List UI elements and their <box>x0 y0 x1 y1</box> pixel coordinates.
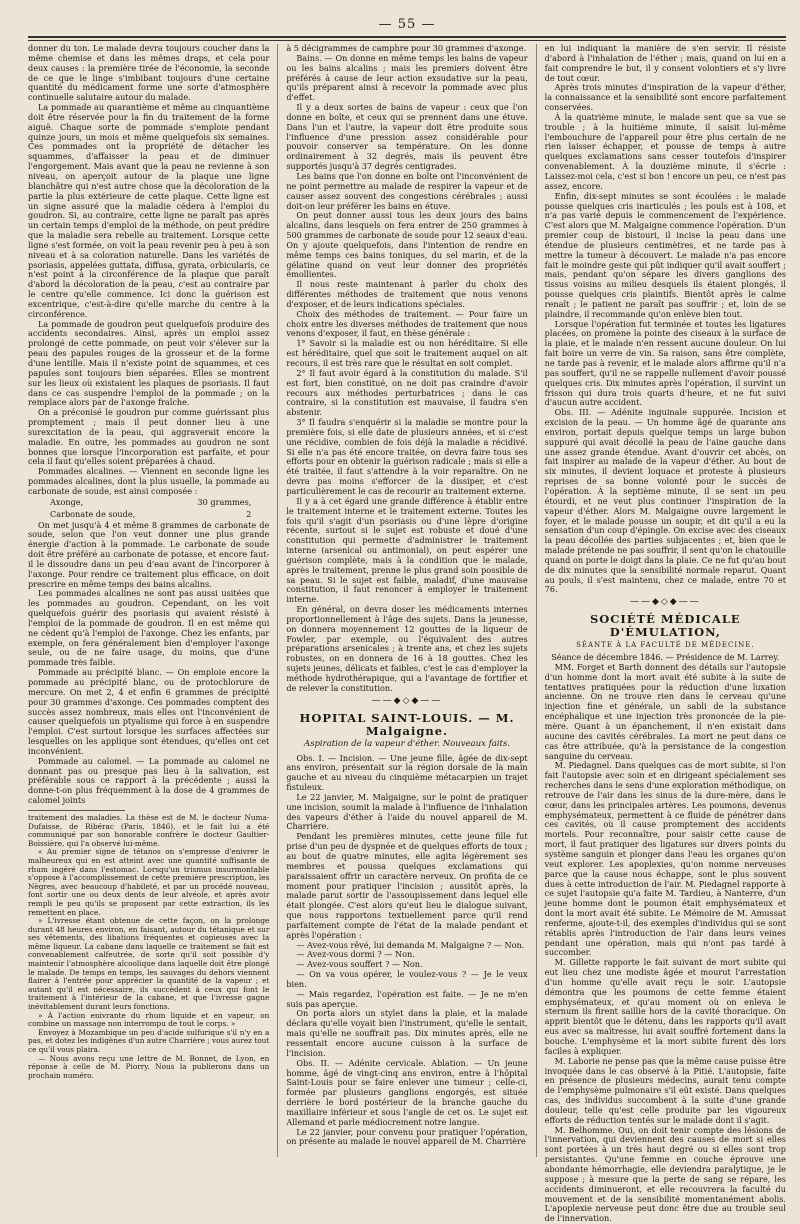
paragraph: Obs. III. — Adénite inguinale suppurée. Incision et excision de la peau. — Un homme âgé de quarante ans environ, portait depuis quelque temps un large bubon suppuré qui avait décollé la peau de l'aine gauche dans une assez grande étendue. Avant d'ouvrir cet abcès, on fait inspirer au malade de la vapeur d'éther. Au bout de six minutes, il devient loquace et proteste à plusieurs reprises de sa bonne volonté pour le succès de l'opération. À la septième minute, il se sent un peu étourdi, et ne veut plus continuer l'inspiration de la vapeur d'éther. Alors M. Malgaigne ouvre largement le foyer, et le malade pousse un soupir, et dit qu'il a eu la sensation d'un coup d'épingle. On excise avec des ciseaux la peau décollée des parties subjacentes ; et, bien que le malade prétende ne pas souffrir, il sent qu'on le chatouille quand on porte le doigt dans la plaie. Ce ne fut qu'au bout de dix minutes que la sensibilité normale reparut. Quant au pouls, il s'est maintenu, chez ce malade, entre 70 et 76. <box>544 407 786 595</box>
column-3 <box>544 43 786 1224</box>
dialogue-line: — Avez-vous souffert ? — Non. <box>296 959 423 970</box>
paragraph: On peut donner aussi tous les deux jours des bains alcalins, dans lesquels on fera entrer de 250 grammes à 500 grammes de carbonate de soude pour 12 seaux d'eau. On y ajoute quelquefois, dans l'intention de rendre en même temps ces bains toniques, du sel marin, et de la gélatine quand on veut leur donner des propriétés émollientes. <box>286 210 528 280</box>
page-header <box>28 10 786 36</box>
seance-line: Séance de décembre 1846. — Présidence de M. Larrey. <box>551 652 780 663</box>
paragraph: Pommade au calomel. — La pommade au calomel ne donnant pas ou presque pas lieu à la salivation, est préférable sous ce rapport à la précédente ; aussi la donne-t-on plus fréquemment à la dose de 4 grammes de calomel joints <box>28 755 270 806</box>
paragraph: donner du ton. Le malade devra toujours coucher dans la même chemise et dans les mêmes draps, et cela pour deux causes : la première tirée de l'économie, la seconde de ce que le linge s'imbibant toujours d'une certaine quantité du médicament forme une sorte d'atmosphère continuelle salutaire autour du malade. <box>28 43 270 103</box>
footnote-rule <box>28 810 125 811</box>
formula-ingredient: Carbonate de soude, <box>50 508 136 519</box>
paragraph: Le 22 janvier, pour convenu pour pratiquer l'opération, on présente au malade le nouvel appareil de M. Charrière <box>286 1126 528 1147</box>
paragraph: Obs. II. — Adénite cervicale. Ablation. — Un jeune homme, âgé de vingt-cinq ans environ, entre à l'hôpital Saint-Louis pour se faire enlever une tumeur ; celle-ci, formée par plusieurs ganglions engorgés, est située derrière le bord postérieur de la branche gauche du maxillaire inférieur et sous l'angle de cet os. Le sujet est Allemand et parle médiocrement notre langue. <box>286 1057 528 1127</box>
paragraph: Il nous reste maintenant à parler du choix des différentes méthodes de traitement que nous venons d'exposer, et de leurs indications spéciales. <box>286 279 528 309</box>
columns <box>28 43 786 1224</box>
paragraph: À la quatrième minute, le malade sent que sa vue se trouble ; à la huitième minute, il saisit lui-même l'embouchure de l'appareil pour être plus certain de ne rien laisser échapper, et pousse de temps à autre quelques exclamations sans cesser toutefois d'inspirer convenablement. À la douzième minute, il s'écrie : Laissez-moi cela, c'est si bon ! encore un peu, ce n'est pas assez, encore. <box>544 111 786 191</box>
paragraph: Pendant les premières minutes, cette jeune fille fut prise d'un peu de dyspnée et de quelques efforts de toux ; au bout de quatre minutes, elle agita légèrement ses membres et poussa quelques exclamations qui paraissaient offrir un caractère nerveux. On profita de ce moment pour pratiquer l'incision ; aussitôt après, la malade parut sortir de l'assoupissement dans lequel elle était plongée. C'est alors qu'eut lieu le dialogue suivant, que nous rapportons textuellement parce qu'il rend parfaitement compte de l'état de la malade pendant et après l'opération : <box>286 831 528 940</box>
page-number: — 55 — <box>378 17 436 32</box>
paragraph: M. Laborie ne pense pas que la même cause puisse être invoquée dans le cas observé à la Pitié. L'autopsie, faite en présence de plusieurs médecins, aurait tenu compte de l'emphysème pulmonaire s'il eût existé. Dans quelques cas, des individus succombent à la suite d'une grande douleur, telle qu'est celle produite par les vigoureux efforts de réduction tentés sur le malade dont il s'agit. <box>544 1055 786 1125</box>
dialogue-line: — Mais regardez, l'opération est faite. — Je ne m'en suis pas aperçue. <box>286 988 528 1009</box>
column-divider <box>277 44 278 1157</box>
footnote: « Au premier signe de tétanos on s'empresse d'enivrer le malheureux qui en est atteint avec une quantité suffisante de rhum ingéré dans l'estomac. Lorsqu'un trismus insurmontable s'oppose à l'accomplissement de cette première prescription, les Nègres, avec beaucoup d'habileté, et par un procédé nouveau, font sortir une ou deux dents de leur alvéole, et après avoir rempli le peu qu'ils se proposent par cette extraction, ils les remettent en place. <box>28 847 270 917</box>
paragraph: En général, on devra doser les médicaments internes proportionnellement à l'âge des sujets. Dans la jeunesse, on donnera moyennement 12 gouttes de la liqueur de Fowler, par exemple, ou l'équivalent des autres préparations arsenicales ; à trente ans, et chez les sujets robustes, on en donnera de 16 à 18 gouttes. Chez les sujets jeunes, délicats et faibles, c'est le cas d'employer la méthode hydrothérapique, qui a l'avantage de fortifier et de relever la constitution. <box>286 604 528 693</box>
paragraph: à 5 décigrammes de camphre pour 30 grammes d'axonge. <box>286 43 527 53</box>
column-1 <box>28 44 269 1157</box>
dialogue-line: — Avez-vous dormi ? — Non. <box>296 949 415 960</box>
footnote: traitement des maladies. La thèse est de M. le docteur Numa-Dufaisse, de Ribérac (Paris, 1846), et le fait lui a été communiqué par son honorable confrère le docteur Gaultier-Boissière, qui l'a observé lui-même. <box>28 812 270 848</box>
paragraph: Il y a deux sortes de bains de vapeur : ceux que l'on donne en boîte, et ceux qui se prennent dans une étuve. Dans l'un et l'autre, la vapeur doit être produite sous l'influence d'une pression assez considérable pour pouvoir conserver sa température. On les donne ordinairement à 32 degrés, mais ils peuvent être supportés jusqu'à 37 degrés centigrades. <box>286 102 528 172</box>
formula-row <box>28 509 269 521</box>
paragraph: Les bains que l'on donne en boîte ont l'inconvénient de ne point permettre au malade de respirer la vapeur et de causer assez souvent des congestions cérébrales ; aussi doit-on leur préférer les bains en étuve. <box>286 170 528 211</box>
column-2 <box>286 44 527 1157</box>
paragraph: On a préconisé le goudron pur comme guérissant plus promptement ; mais il peut donner lieu à une surexcitation de la peau, qui aggraverait encore la maladie. En outre, les pommades au goudron ne sont bonnes que lorsque l'incorporation est parfaite, et pour cela il faut qu'elles soient préparées à chaud. <box>28 407 270 467</box>
paragraph: On met jusqu'à 4 et même 8 grammes de carbonate de soude, selon que l'on veut donner une plus grande énergie d'action à la pommade. Le carbonate de soude doit être préféré au carbonate de potasse, et encore faut-il le dissoudre dans un peu d'eau avant de l'incorporer à l'axonge. Pour rendre ce traitement plus efficace, on doit prescrire en même temps des bains alcalins. <box>28 519 270 589</box>
section-subtitle: Aspiration de la vapeur d'éther. Nouveaux faits. <box>303 738 511 749</box>
paragraph: 3° Il faudra s'enquérir si la maladie se montre pour la première fois, si elle date de plusieurs années, et si c'est une récidive, combien de fois déjà la maladie a récidivé. Si elle n'a pas été encore traitée, on devra faire tous ses efforts pour en obtenir la guérison radicale ; mais si elle a été traitée, il faut s'attendre à la voir reparaître. On ne devra pas moins s'efforcer de la dissiper, et c'est particulièrement le cas de recourir au traitement externe. <box>286 417 528 496</box>
section-title-societe: SOCIÉTÉ MÉDICALE D'ÉMULATION, <box>589 612 741 640</box>
formula-ingredient: Axonge, <box>50 496 84 507</box>
paragraph: Les pommades alcalines ne sont pas aussi usitées que les pommades au goudron. Cependant, on les voit quelquefois guérir des psoriasis qui avaient résisté à l'emploi de la pommade de goudron. Il en est même qui ne cèdent qu'à l'emploi de l'axonge. Chez les enfants, par exemple, on fera généralement bien d'employer l'axonge seule, ou de ne faire usage, du moins, que d'une pommade très faible. <box>28 588 270 668</box>
section-title-hopital: HOPITAL SAINT-LOUIS. — M. Malgaigne. <box>299 710 515 738</box>
ornament-divider: ——◆◇◆—— <box>629 597 701 608</box>
paragraph: Enfin, dix-sept minutes se sont écoulées : le malade pousse quelques cris inarticulés ; les pouls est à 108, et n'a pas varié depuis le commencement de l'expérience. C'est alors que M. Malgaigne commence l'opération. D'un premier coup de bistouri, il incise la peau dans une étendue de plusieurs centimètres, et ne tarde pas à mettre la tumeur à découvert. Le malade n'a pas encore fait le moindre geste qui pût indiquer qu'il avait souffert ; mais, pendant qu'on sépare les divers ganglions des tissus voisins au milieu desquels ils étaient plongés, il pousse quelques cris plaintifs. Bientôt après le calme renaît ; le patient ne paraît pas souffrir ; et, loin de se plaindre, il recommande qu'on enlève bien tout. <box>544 190 786 319</box>
paragraph: M. Piedagnel. Dans quelques cas de mort subite, si l'on fait l'autopsie avec soin et en dirigeant spécialement ses recherches dans le sens d'une exploration méthodique, on retrouve de l'air dans les sinus de la dure-mère, dans le cœur, dans les principales artères. Les poumons, devenus emphysémateux, permettent à ce fluide de pénétrer dans ces cavités, où il cause promptement des accidents mortels. Pour reconnaître, pour saisir cette cause de mort, il faut pratiquer des ligatures sur divers points du système sanguin et plonger dans l'eau les organes qu'on veut explorer. Les apoplexies, qu'on nomme nerveuses parce que la cause nous échappe, sont le plus souvent dues à cette introduction de l'air. M. Piedagnel rapporte à ce sujet l'autopsie qu'a faite M. Tardieu, à Nanterre, d'un jeune homme dont le poumon était emphysémateux et dont la mort avait été subite. Le Mémoire de M. Amussat renferme, ajoute-t-il, des exemples d'individus qui se sont rétablis après l'introduction de l'air dans leurs veines pendant une opération, mais qui n'ont pas tardé à succomber. <box>544 760 786 958</box>
column-divider <box>536 44 537 1157</box>
paragraph: en lui indiquant la manière de s'en servir. Il résiste d'abord à l'inhalation de l'éther ; mais, quand on lui en a fait comprendre le but, il y consent volontiers et s'y livre de tout cœur. <box>544 43 786 83</box>
paragraph: Le 22 janvier, M. Malgaigne, sur le point de pratiquer une incision, soumit la malade à l'influence de l'inhalation des vapeurs d'éther à l'aide du nouvel appareil de M. Charrière. <box>286 791 528 832</box>
paragraph: Choix des méthodes de traitement. — Pour faire un choix entre les diverses méthodes de traitement que nous venons d'exposer, il faut, en thèse générale : <box>286 308 528 339</box>
ornament-divider: ——◆◇◆—— <box>371 695 443 706</box>
paragraph: M. Belhomme. Oui, on doit tenir compte des lésions de l'innervation, qui deviennent des causes de mort si elles sont portées à un très haut degré ou si elles sont trop persistantes. Qu'une femme en couche éprouve une abondante hémorrhagie, elle deviendra paralytique, je le suppose ; à mesure que la perte de sang se répare, les accidents diminueront, et elle recouvrera la faculté du mouvement et de la sensibilité momentanément abolis. L'apoplexie nerveuse peut donc être due au trouble seul de l'innervation. <box>544 1124 786 1224</box>
paragraph: Il y a à cet égard une grande différence à établir entre le traitement interne et le traitement externe. Toutes les fois qu'il s'agit d'un psoriasis ou d'une lèpre d'origine récente, surtout si le sujet est robuste et doué d'une constitution qui permette d'administrer le traitement interne (arsenical ou antimonial), on peut espérer une guérison complète, mais à la condition que le malade, après le traitement, prenne le plus grand soin possible de sa peau. Si le sujet est faible, maladif, d'une mauvaise constitution, il faut renoncer à employer le traitement interne. <box>286 495 528 605</box>
paragraph: Pommades alcalines. — Viennent en seconde ligne les pommades alcalines, dont la plus usuelle, la pommade au carbonate de soude, est ainsi composée : <box>28 466 270 496</box>
section-subtitle: SÉANTE À LA FACULTÉ DE MÉDECINE. <box>576 641 755 650</box>
paragraph: Bains. — On donne en même temps les bains de vapeur ou les bains alcalins ; mais les premiers doivent être préférés à cause de leur action exsudative sur la peau, qu'ils préparent ainsi à recevoir la pommade avec plus d'effet. <box>286 52 528 103</box>
footnote: » À l'action enivrante du rhum liquide et en vapeur, on combine un massage non interrompu de tout le corps. » <box>28 1010 270 1029</box>
formula-quantity: 2 <box>246 508 252 519</box>
paragraph: MM. Forget et Barth donnent des détails sur l'autopsie d'un homme dont la mort avait été subite à la suite de tentatives pratiquées pour la réduction d'une luxation ancienne. On ne trouve rien dans le cerveau qu'une injection fine et générale, un sabli de la substance encéphalique et une injection très prononcée de la pie-mère. Quant à un épanchement, il n'en existait dans aucune des cavités cérébrales. La mort ne peut dans ce cas être attribuée, qu'à la persistance de la congestion sanguine du cerveau. <box>544 661 786 761</box>
paragraph: 1° Savoir si la maladie est ou non héréditaire. Si elle est héréditaire, quel que soit le traitement auquel on ait recours, il est très rare que le résultat en soit complet. <box>286 338 528 368</box>
paragraph: Obs. I. — Incision. — Une jeune fille, âgée de dix-sept ans environ, présentait sur la région dorsale de la main gauche et au niveau du cinquième métacarpien un trajet fistuleux. <box>286 752 528 793</box>
paragraph: 2° Il faut avoir égard à la constitution du malade. S'il est fort, bien constitué, on ne doit pas craindre d'avoir recours aux méthodes perturbatrices ; dans le cas contraire, si la constitution est mauvaise, il faudra s'en abstenir. <box>286 367 528 418</box>
formula-row <box>28 497 269 509</box>
dialogue-line: — On va vous opérer, le voulez-vous ? — Je le veux bien. <box>286 969 528 989</box>
header-rule <box>28 36 786 38</box>
paragraph: La pommade de goudron peut quelquefois produire des accidents secondaires. Ainsi, après un emploi assez prolongé de cette pommade, on peut voir s'élever sur la peau des papules rouges de la grosseur et de la forme d'une lentille. Mais il n'existe point de squammes, et ces papules sont toujours bien séparées. Elles se montrent sur les lieux où existaient les plaques de psoriasis. Il faut dans ce cas suspendre l'emploi de la pommade ; on la remplace alors par de l'axonge fraîche. <box>28 318 270 408</box>
paragraph: Lorsque l'opération fut terminée et toutes les ligatures placées, on promène la pointe des ciseaux à la surface de la plaie, et le malade n'en ressent aucune douleur. On lui fait boire un verre de vin. Sa raison, sans être complète, ne tarde pas à revenir, et le malade alors affirme qu'il n'a pas souffert, qu'il ne se rappelle nullement d'avoir poussé quelques cris. Dix minutes après l'opération, il survint un frisson qui dura trois quarts d'heure, et ne fut suivi d'aucun autre accident. <box>544 318 786 408</box>
footnote: — Nous avons reçu une lettre de M. Bonnet, de Lyon, en réponse à celle de M. Piorry. Nous la publierons dans un prochain numéro. <box>28 1053 270 1080</box>
footnote: » L'ivresse étant obtenue de cette façon, on la prolonge durant 48 heures environ, en faisant, autour du tétanique et sur ses vêtements, des libations fréquentes et copieuses avec la même liqueur. La cabane dans laquelle ce traitement se fait est convenablement calfeutrée, de sorte qu'il soit possible d'y maintenir l'atmosphère alcoolique dans laquelle doit être plongé le malade. De temps en temps, les sauvages du dehors viennent flairer à l'entrée pour apprécier la quantité de la vapeur ; et autant qu'il est nécessaire, ils succèdent à ceux qui font le traitement à l'intérieur de la cabane, et que l'ivresse gagne inévitablement durant leurs fonctions. <box>28 916 270 1012</box>
formula-quantity: 30 grammes, <box>197 496 252 507</box>
paragraph: On porta alors un stylet dans la plaie, et la malade déclara qu'elle voyait bien l'instrument, qu'elle le sentait, mais qu'elle ne souffrait pas. Dix minutes après, elle ne ressentait encore aucune cuisson à la surface de l'incision. <box>286 1008 528 1058</box>
paragraph: La pommade au quarantième et même au cinquantième doit être réservée pour la fin du traitement de la forme aiguë. Chaque sorte de pommade s'emploie pendant quinze jours, un mois et même quelquefois six semaines. Ces pommades ont la propriété de détacher les squammes, d'affaisser la peau et de diminuer l'engorgement. Mais avant que la peau ne revienne à son niveau, on aperçoit autour de la plaque une ligne blanchâtre qui n'est autre chose que la décoloration de la partie la plus extérieure de cette plaque. Cette ligne est un signe assuré que la maladie cédera à l'emploi du goudron. Si, au contraire, cette ligne ne paraît pas après un certain temps d'emploi de la méthode, on peut prédire que la maladie sera rebelle au traitement. Lorsque cette ligne s'est formée, on voit la peau revenir peu à peu à son niveau et à sa coloration naturelle. Dans les variétés de psoriasis, appelées guttata, diffusa, gyrata, orbicularis, ce n'est point à la circonférence de la plaque que paraît d'abord la décoloration de la peau, c'est au contraire par le centre qu'elle commence. Ici donc la guérison est excentrique, c'est-à-dire qu'elle marche du centre à la circonférence. <box>28 102 270 319</box>
paragraph: Pommade au précipité blanc. — On emploie encore la pommade au précipité blanc, ou de protochlorure de mercure. On met 2, 4 et enfin 6 grammes de précipité pour 30 grammes d'axonge. Ces pommades comptent des succès assez nombreux, mais elles ont l'inconvénient de causer quelquefois un ptyalisme qui force à en suspendre l'emploi. C'est surtout lorsque les surfaces affectées sur lesquelles on les applique sont étendues, qu'elles ont cet inconvénient. <box>28 667 270 756</box>
footnote: Envoyez à Mozambique un peu d'acide sulfurique s'il n'y en a pas, et dotez les indigènes d'un autre Charrière ; vous aurez tout ce qu'il vous plaira. <box>28 1027 270 1054</box>
paragraph: Après trois minutes d'inspiration de la vapeur d'éther, la connaissance et la sensibilité sont encore parfaitement conservées. <box>544 82 786 113</box>
dialogue-line: — Avez-vous rêvé, lui demanda M. Malgaigne ? — Non. <box>296 939 525 950</box>
header-rule-thin <box>28 40 786 41</box>
paragraph: M. Gillette rapporte le fait suivant de mort subite qui eut lieu chez une modiste âgée et mourut l'arrestation d'un homme qu'elle avait reçu le soir. L'autopsie démontra que les poumons de cette femme étaient emphysémateux, et qu'au moment où on enleva le sternum ils firent saillie hors de la cavité thoracique. On apprit bientôt que le détenu, dans les rapports qu'il avait eus avec sa maîtresse, lui avait souffré fortement dans la bouche. L'emphysème et la mort subite furent dès lors faciles à expliquer. <box>544 957 786 1056</box>
